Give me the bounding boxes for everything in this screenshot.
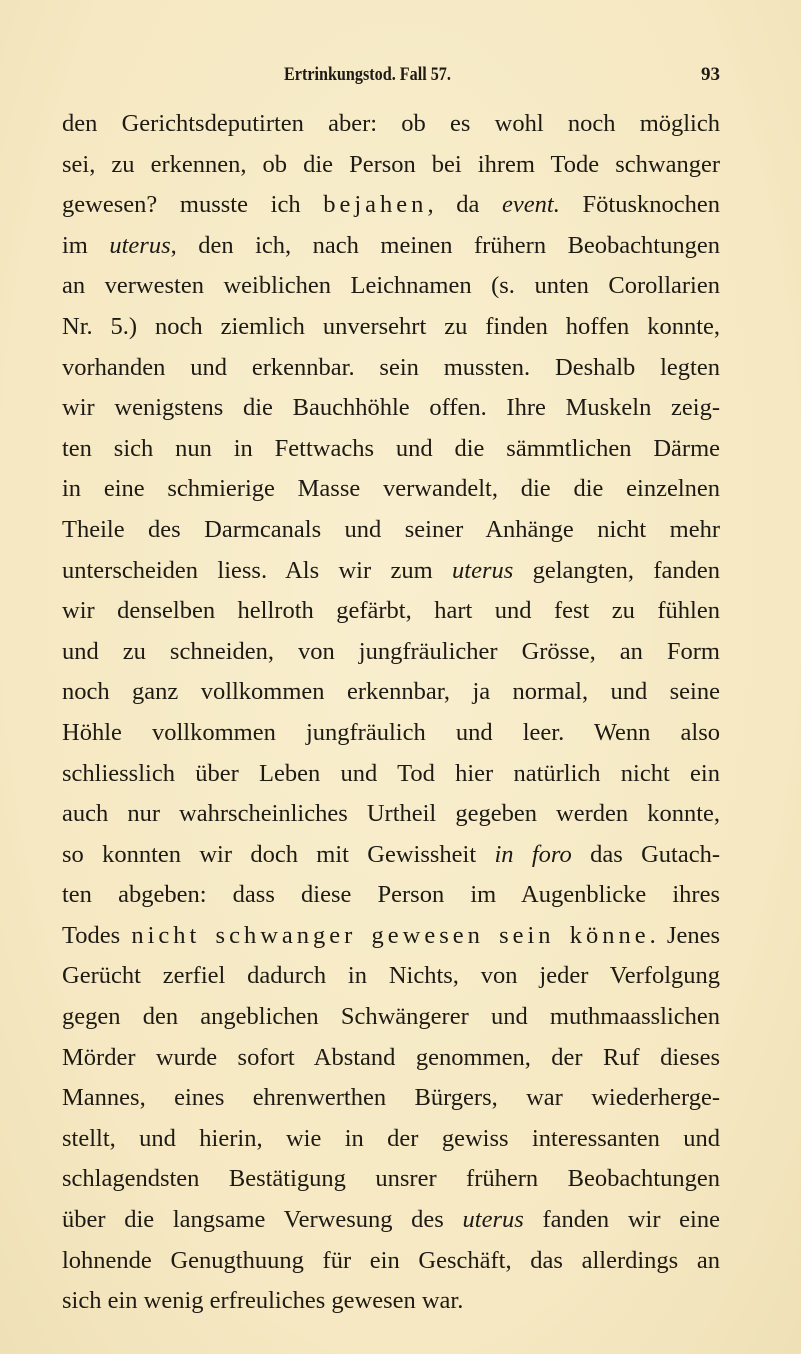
text-line — [62, 1159, 720, 1200]
text-segment: , da — [427, 191, 503, 219]
text-segment: stellt, und hierin, wie in der gewiss interessanten und — [62, 1124, 720, 1152]
text-line — [62, 104, 720, 145]
text-segment: fanden wir eine — [523, 1206, 720, 1234]
italic-text: event. — [502, 191, 560, 219]
text-segment: sei, zu erkennen, ob die Person bei ihrem Tode schwanger — [62, 150, 720, 178]
italic-text: uterus — [452, 556, 514, 584]
text-line — [62, 226, 720, 267]
text-segment: noch ganz vollkommen erkennbar, ja normal, und seine — [62, 678, 720, 706]
text-segment: , den ich, nach meinen frühern Beobachtungen — [170, 231, 720, 259]
text-segment: in eine schmierige Masse verwandelt, die die einzelnen — [62, 475, 720, 503]
text-line — [62, 1038, 720, 1079]
text-segment: sich ein wenig erfreuliches gewesen war. — [62, 1287, 464, 1315]
text-line — [62, 1281, 720, 1322]
text-line — [62, 713, 720, 754]
text-segment: gewesen? musste ich — [62, 191, 324, 219]
text-line — [62, 551, 720, 592]
text-segment: Mannes, eines ehrenwerthen Bürgers, war wiederherge- — [62, 1084, 720, 1112]
text-segment: Höhle vollkommen jungfräulich und leer. Wenn also — [62, 718, 720, 746]
italic-text: in foro — [494, 840, 572, 868]
page-number: 93 — [701, 64, 720, 85]
text-segment: unterscheiden liess. Als wir zum — [62, 556, 453, 584]
text-segment: gegen den angeblichen Schwängerer und muthmaasslichen — [62, 1003, 720, 1031]
text-segment: wir denselben hellroth gefärbt, hart und fest zu fühlen — [62, 597, 720, 625]
text-segment: ten sich nun in Fettwachs und die sämmtlichen Därme — [62, 434, 720, 462]
text-segment: das Gutach- — [571, 840, 720, 868]
text-segment: und zu schneiden, von jungfräulicher Grösse, an Form — [62, 637, 720, 665]
text-segment: schliesslich über Leben und Tod hier natürlich nicht ein — [62, 759, 720, 787]
text-segment: Fötusknochen — [559, 191, 721, 219]
text-segment: so konnten wir doch mit Gewissheit — [62, 840, 495, 868]
text-segment: wir wenigstens die Bauchhöhle offen. Ihre Muskeln zeig- — [62, 394, 720, 422]
text-segment: Mörder wurde sofort Abstand genommen, der Ruf dieses — [62, 1043, 720, 1071]
text-segment: an verwesten weiblichen Leichnamen (s. unten Corollarien — [62, 272, 720, 300]
text-line — [62, 145, 720, 186]
spaced-text: bejahen — [323, 191, 428, 219]
text-segment: auch nur wahrscheinliches Urtheil gegeben werden konnte, — [62, 800, 720, 828]
text-line — [62, 997, 720, 1038]
text-segment: Gerücht zerfiel dadurch in Nichts, von jeder Verfolgung — [62, 962, 720, 990]
text-line — [62, 956, 720, 997]
text-line — [62, 348, 720, 389]
text-line — [62, 672, 720, 713]
text-segment: gelangten, fanden — [513, 556, 720, 584]
text-line — [62, 794, 720, 835]
text-line — [62, 307, 720, 348]
text-segment: im — [62, 231, 110, 259]
text-line — [62, 429, 720, 470]
page-header — [62, 64, 720, 90]
text-line — [62, 875, 720, 916]
text-segment: lohnende Genugthuung für ein Geschäft, das allerdings an — [62, 1246, 720, 1274]
italic-text: uterus — [109, 231, 171, 259]
text-line — [62, 266, 720, 307]
text-line — [62, 916, 720, 957]
text-segment: . Jenes — [649, 921, 720, 949]
text-line — [62, 185, 720, 226]
text-line — [62, 510, 720, 551]
spaced-text: nicht schwanger gewesen sein könne — [131, 921, 650, 949]
text-line — [62, 1200, 720, 1241]
text-line — [62, 591, 720, 632]
text-line — [62, 835, 720, 876]
text-segment: schlagendsten Bestätigung unsrer frühern Beobachtungen — [62, 1165, 720, 1193]
text-segment: Theile des Darmcanals und seiner Anhänge nicht mehr — [62, 515, 720, 543]
text-line — [62, 469, 720, 510]
text-segment: vorhanden und erkennbar. sein mussten. Deshalb legten — [62, 353, 720, 381]
text-segment: über die langsame Verwesung des — [62, 1206, 463, 1234]
text-line — [62, 388, 720, 429]
body-text — [62, 104, 720, 1322]
text-line — [62, 632, 720, 673]
text-segment: Todes — [62, 921, 132, 949]
text-segment: ten abgeben: dass diese Person im Augenblicke ihres — [62, 881, 720, 909]
text-line — [62, 1078, 720, 1119]
text-line — [62, 754, 720, 795]
text-segment: Nr. 5.) noch ziemlich unversehrt zu finden hoffen konnte, — [62, 312, 720, 340]
text-line — [62, 1119, 720, 1160]
italic-text: uterus — [462, 1206, 524, 1234]
running-title: Ertrinkungstod. Fall 57. — [284, 64, 451, 85]
text-segment: den Gerichtsdeputirten aber: ob es wohl noch möglich — [62, 110, 720, 137]
text-line — [62, 1241, 720, 1282]
